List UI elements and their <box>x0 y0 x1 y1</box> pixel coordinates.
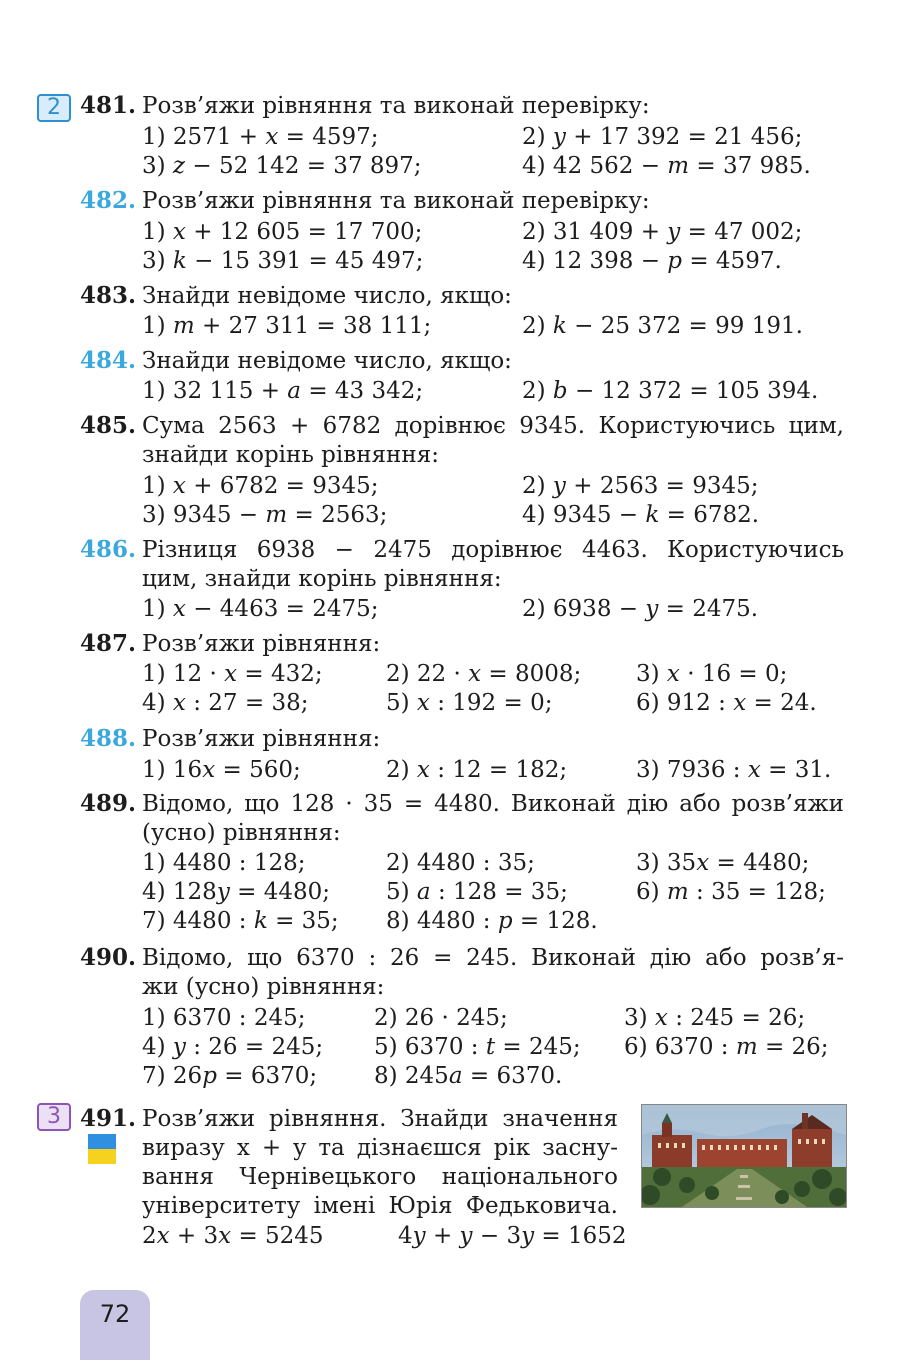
exercise-490-item-2: 2) 26 · 245; <box>374 1005 508 1031</box>
level-3-badge: 3 <box>37 1103 71 1131</box>
exercise-491-equation-1: 2x + 3x = 5245 <box>142 1223 324 1249</box>
exercise-484-text: Знайди невідоме число, якщо: <box>142 348 512 374</box>
exercise-490-number: 490. <box>80 944 137 971</box>
exercise-483-number: 483. <box>80 282 137 309</box>
exercise-489-item-3: 3) 35x = 4480; <box>636 850 810 876</box>
exercise-481-item-3: 3) z − 52 142 = 37 897; <box>142 153 422 179</box>
level-2-badge: 2 <box>37 94 71 122</box>
exercise-490-item-7: 7) 26p = 6370; <box>142 1063 318 1089</box>
exercise-484-item-1: 1) 32 115 + a = 43 342; <box>142 378 424 404</box>
exercise-481-item-4: 4) 42 562 − m = 37 985. <box>522 153 811 179</box>
exercise-485-item-2: 2) y + 2563 = 9345; <box>522 473 759 499</box>
exercise-484-item-2: 2) b − 12 372 = 105 394. <box>522 378 819 404</box>
exercise-489-number: 489. <box>80 790 137 817</box>
exercise-482-item-4: 4) 12 398 − p = 4597. <box>522 248 782 274</box>
exercise-487-item-3: 3) x · 16 = 0; <box>636 661 788 687</box>
exercise-485-text-line-2: знайди корінь рівняння: <box>142 442 439 468</box>
exercise-484-number: 484. <box>80 347 137 374</box>
exercise-491-number: 491. <box>80 1105 137 1132</box>
exercise-488-item-3: 3) 7936 : x = 31. <box>636 757 832 783</box>
exercise-481-item-1: 1) 2571 + x = 4597; <box>142 124 379 150</box>
exercise-489-item-6: 6) m : 35 = 128; <box>636 879 826 905</box>
exercise-486-item-2: 2) 6938 − y = 2475. <box>522 596 759 622</box>
exercise-481-item-2: 2) y + 17 392 = 21 456; <box>522 124 803 150</box>
exercise-482-item-1: 1) x + 12 605 = 17 700; <box>142 219 423 245</box>
exercise-490-text-line-2: жи (усно) рівняння: <box>142 974 385 1000</box>
exercise-485-number: 485. <box>80 412 137 439</box>
ukraine-flag-icon <box>88 1134 116 1164</box>
exercise-490-item-8: 8) 245a = 6370. <box>374 1063 563 1089</box>
exercise-485-item-1: 1) x + 6782 = 9345; <box>142 473 379 499</box>
exercise-488-number: 488. <box>80 725 137 752</box>
exercise-482-item-3: 3) k − 15 391 = 45 497; <box>142 248 424 274</box>
exercise-487-item-1: 1) 12 · x = 432; <box>142 661 323 687</box>
exercise-481-number: 481. <box>80 92 137 119</box>
exercise-487-item-5: 5) x : 192 = 0; <box>386 690 553 716</box>
exercise-482-item-2: 2) 31 409 + y = 47 002; <box>522 219 803 245</box>
exercise-487-number: 487. <box>80 630 137 657</box>
exercise-490-item-1: 1) 6370 : 245; <box>142 1005 306 1031</box>
exercise-483-item-1: 1) m + 27 311 = 38 111; <box>142 313 432 339</box>
exercise-488-item-2: 2) x : 12 = 182; <box>386 757 568 783</box>
exercise-491-text-line-1: Розв’яжи рівняння. Знайди значення <box>142 1106 618 1132</box>
exercise-489-text-line-1: Відомо, що 128 · 35 = 4480. Виконай дію або розв’яжи <box>142 791 844 817</box>
exercise-486-item-1: 1) x − 4463 = 2475; <box>142 596 379 622</box>
exercise-487-item-2: 2) 22 · x = 8008; <box>386 661 582 687</box>
exercise-489-item-5: 5) a : 128 = 35; <box>386 879 568 905</box>
exercise-491-text-line-2: виразу x + y та дізнаєшся рік засну- <box>142 1135 618 1161</box>
exercise-490-item-3: 3) x : 245 = 26; <box>624 1005 806 1031</box>
exercise-489-item-1: 1) 4480 : 128; <box>142 850 306 876</box>
exercise-487-text: Розв’яжи рівняння: <box>142 631 381 657</box>
exercise-485-item-4: 4) 9345 − k = 6782. <box>522 502 760 528</box>
exercise-482-text: Розв’яжи рівняння та виконай перевірку: <box>142 188 650 214</box>
exercise-487-item-4: 4) x : 27 = 38; <box>142 690 309 716</box>
exercise-486-text-line-1: Різниця 6938 − 2475 дорівнює 4463. Користуючись <box>142 537 844 563</box>
exercise-491-equation-2: 4y + y − 3y = 1652 <box>398 1223 627 1249</box>
exercise-491-text-line-4: університету імені Юрія Федьковича. <box>142 1193 618 1219</box>
university-photo <box>641 1104 847 1208</box>
exercise-490-item-5: 5) 6370 : t = 245; <box>374 1034 581 1060</box>
exercise-489-text-line-2: (усно) рівняння: <box>142 820 341 846</box>
exercise-488-text: Розв’яжи рівняння: <box>142 726 381 752</box>
exercise-489-item-7: 7) 4480 : k = 35; <box>142 908 339 934</box>
exercise-482-number: 482. <box>80 187 137 214</box>
exercise-490-text-line-1: Відомо, що 6370 : 26 = 245. Виконай дію або розв’я- <box>142 945 844 971</box>
exercise-483-text: Знайди невідоме число, якщо: <box>142 283 512 309</box>
exercise-486-text-line-2: цим, знайди корінь рівняння: <box>142 566 502 592</box>
exercise-488-item-1: 1) 16x = 560; <box>142 757 301 783</box>
exercise-490-item-4: 4) y : 26 = 245; <box>142 1034 324 1060</box>
exercise-485-text-line-1: Сума 2563 + 6782 дорівнює 9345. Користуючись цим, <box>142 413 844 439</box>
exercise-487-item-6: 6) 912 : x = 24. <box>636 690 817 716</box>
exercise-489-item-4: 4) 128y = 4480; <box>142 879 331 905</box>
exercise-483-item-2: 2) k − 25 372 = 99 191. <box>522 313 803 339</box>
exercise-489-item-2: 2) 4480 : 35; <box>386 850 535 876</box>
exercise-489-item-8: 8) 4480 : p = 128. <box>386 908 598 934</box>
exercise-486-number: 486. <box>80 536 137 563</box>
exercise-490-item-6: 6) 6370 : m = 26; <box>624 1034 829 1060</box>
exercise-491-text-line-3: вання Чернівецького національного <box>142 1164 618 1190</box>
exercise-485-item-3: 3) 9345 − m = 2563; <box>142 502 388 528</box>
exercise-481-text: Розв’яжи рівняння та виконай перевірку: <box>142 93 650 119</box>
page-number: 72 <box>99 1300 131 1328</box>
